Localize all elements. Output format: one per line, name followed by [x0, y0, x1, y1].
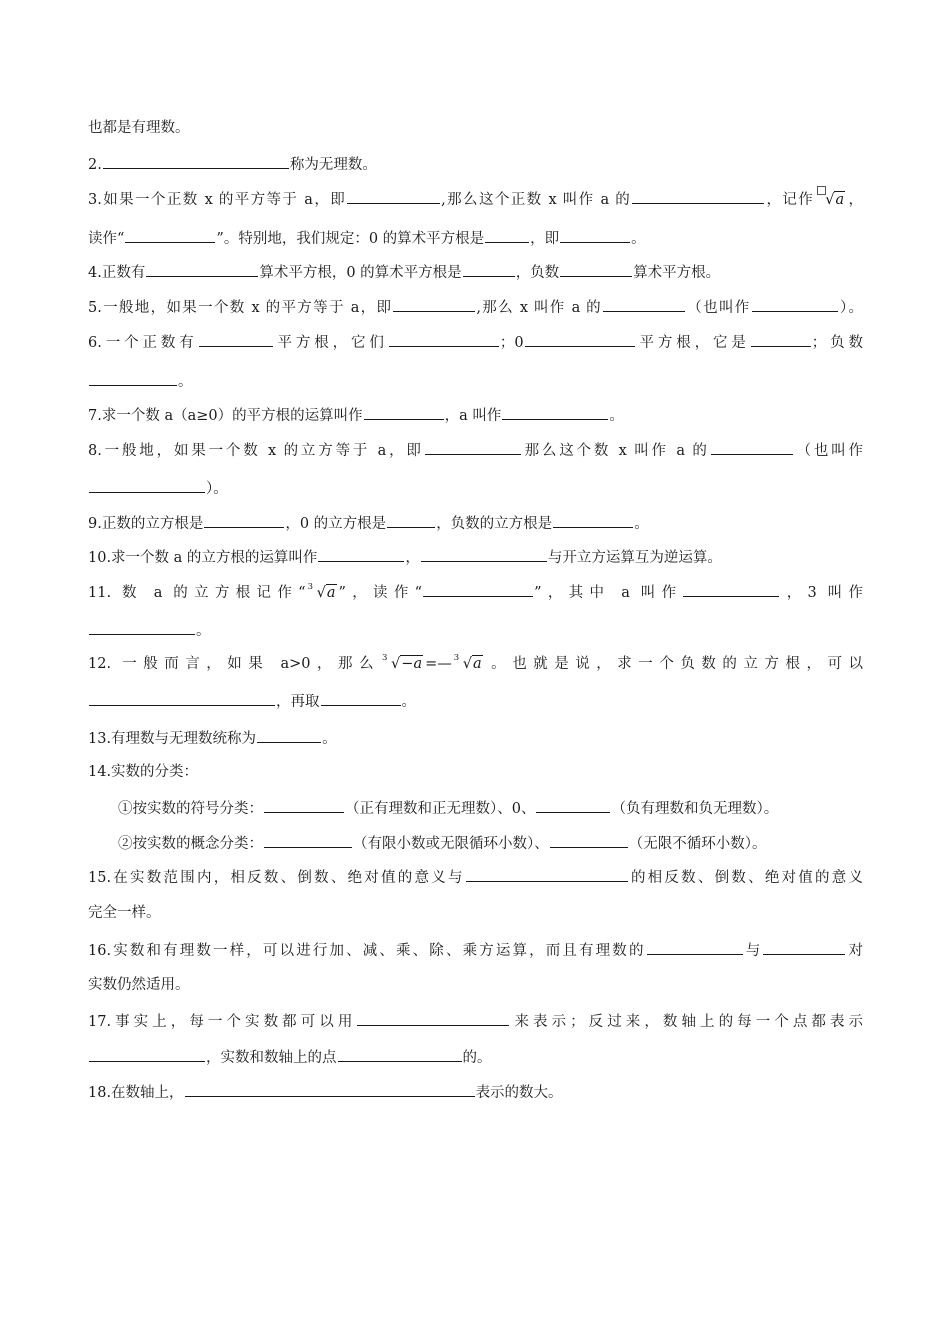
text: ②按实数的概念分类： — [118, 836, 263, 852]
question-16-cont — [88, 975, 863, 995]
text: ，a 叫作 — [444, 408, 502, 424]
text: ①按实数的符号分类： — [118, 801, 263, 817]
text: ，即 — [530, 231, 560, 247]
answer-blank[interactable] — [89, 619, 195, 635]
text: 读作“ — [88, 231, 125, 247]
question-14-concept-classification — [118, 832, 863, 854]
text: 11. 数 a 的立方根记作“ — [88, 585, 306, 601]
question-10 — [88, 546, 863, 568]
answer-blank[interactable] — [711, 439, 793, 455]
text: （无限不循环小数）。 — [628, 836, 767, 852]
question-15 — [88, 866, 863, 888]
text: ,那么这个正数 x 叫作 a 的 — [441, 192, 632, 208]
text: ， — [405, 550, 420, 566]
text: 13.有理数与无理数统称为 — [88, 731, 257, 747]
text: ,那么 x 叫作 a 的 — [476, 300, 602, 316]
answer-blank[interactable] — [89, 690, 275, 706]
line-1 — [88, 118, 863, 138]
answer-blank[interactable] — [393, 296, 475, 312]
radicand: a — [835, 192, 845, 208]
question-9 — [88, 512, 863, 534]
text: 平方根，它们 — [273, 335, 388, 351]
question-2 — [88, 153, 863, 175]
text: 平方根，它是 — [635, 335, 750, 351]
question-3-cont — [88, 227, 863, 249]
text: 也都是有理数。 — [88, 120, 190, 136]
text: ”，其中 a 叫作 — [534, 585, 683, 601]
text: 。 — [322, 731, 337, 747]
text: ， — [847, 192, 864, 208]
answer-blank[interactable] — [550, 832, 628, 848]
text: ”。特别地，我们规定：0 的算术平方根是 — [216, 231, 485, 247]
text: 。 — [196, 623, 211, 639]
radical-sign: √ — [316, 585, 326, 601]
question-11-cont — [88, 619, 863, 641]
answer-blank[interactable] — [347, 188, 440, 204]
text: 6.一个正数有 — [88, 335, 198, 351]
radical-index: 3 — [453, 653, 460, 663]
text: ，实数和数轴上的点 — [206, 1050, 337, 1066]
answer-blank[interactable] — [257, 727, 321, 743]
answer-blank[interactable] — [560, 261, 632, 277]
answer-blank[interactable] — [683, 581, 779, 597]
question-6 — [88, 331, 863, 353]
text: 来表示；反过来，数轴上的每一个点都表示 — [510, 1014, 864, 1030]
text: ；0 — [499, 335, 524, 351]
text: 10.求一个数 a 的立方根的运算叫作 — [88, 550, 318, 566]
question-6-cont — [88, 370, 863, 392]
question-13 — [88, 727, 863, 749]
answer-blank[interactable] — [463, 261, 515, 277]
text: ）。 — [838, 300, 864, 316]
square-root-of-a — [816, 190, 845, 210]
answer-blank[interactable] — [603, 296, 685, 312]
radical-sign: √ — [462, 656, 472, 672]
text: ，0 的立方根是 — [285, 516, 387, 532]
question-17 — [88, 1010, 863, 1032]
text: 14.实数的分类： — [88, 764, 199, 780]
answer-blank[interactable] — [751, 331, 811, 347]
text: ，负数的立方根是 — [436, 516, 553, 532]
radicand: a — [473, 656, 482, 672]
question-18 — [88, 1081, 863, 1103]
question-11 — [88, 581, 863, 603]
radical-sign: √ — [825, 192, 835, 208]
question-5 — [88, 296, 863, 318]
answer-blank[interactable] — [338, 1046, 462, 1062]
answer-blank[interactable] — [89, 370, 177, 386]
question-8 — [88, 439, 863, 461]
text: 。 — [631, 231, 646, 247]
question-3 — [88, 188, 863, 210]
text: 那么这个数 x 叫作 a 的 — [521, 443, 710, 459]
answer-blank[interactable] — [321, 690, 401, 706]
text: 表示的数大。 — [475, 1085, 563, 1101]
question-8-cont — [88, 477, 863, 499]
answer-blank[interactable] — [199, 331, 273, 347]
text: 完全一样。 — [88, 905, 161, 921]
text: 。 — [609, 408, 624, 424]
text: 8.一般地，如果一个数 x 的立方等于 a，即 — [88, 443, 424, 459]
text: 的相反数、倒数、绝对值的意义 — [628, 870, 863, 886]
answer-blank[interactable] — [389, 331, 499, 347]
answer-blank[interactable] — [466, 866, 628, 882]
question-14-sign-classification — [118, 797, 863, 819]
answer-blank[interactable] — [185, 1081, 475, 1097]
text: （也叫作 — [793, 443, 864, 459]
text: （有限小数或无限循环小数）、 — [353, 836, 549, 852]
answer-blank[interactable] — [632, 188, 764, 204]
question-4 — [88, 261, 863, 283]
radical-index-box — [817, 186, 826, 195]
text: 称为无理数。 — [289, 157, 377, 173]
text: ；负数 — [811, 335, 864, 351]
answer-blank[interactable] — [485, 227, 529, 243]
answer-blank[interactable] — [425, 439, 521, 455]
text: 与开立方运算互为逆运算。 — [547, 550, 722, 566]
text: 2. — [88, 157, 102, 173]
answer-blank[interactable] — [264, 797, 344, 813]
text: 15.在实数范围内，相反数、倒数、绝对值的意义与 — [88, 870, 465, 886]
text: 。也就是说，求一个负数的立方根，可以 — [484, 656, 863, 672]
text: 3.如果一个正数 x 的平方等于 a，即 — [88, 192, 347, 208]
answer-blank[interactable] — [357, 1010, 509, 1026]
answer-blank[interactable] — [525, 331, 635, 347]
cube-root-of-a — [308, 583, 337, 603]
text: 。 — [401, 694, 416, 710]
text: =— — [425, 656, 452, 672]
question-12 — [88, 654, 863, 674]
text: （正有理数和正无理数）、0、 — [345, 801, 536, 817]
text: 9.正数的立方根是 — [88, 516, 204, 532]
answer-blank[interactable] — [752, 296, 838, 312]
text: 对 — [846, 943, 864, 959]
text: ，再取 — [276, 694, 320, 710]
text: 实数仍然适用。 — [88, 977, 190, 993]
answer-blank[interactable] — [387, 512, 435, 528]
cube-root-of-a — [454, 654, 483, 674]
answer-blank[interactable] — [89, 477, 205, 493]
answer-blank[interactable] — [536, 797, 610, 813]
text: 算术平方根，0 的算术平方根是 — [259, 265, 462, 281]
answer-blank[interactable] — [421, 546, 547, 562]
answer-blank[interactable] — [560, 227, 630, 243]
answer-blank[interactable] — [647, 939, 743, 955]
text: ”，读作“ — [338, 585, 423, 601]
answer-blank[interactable] — [146, 261, 258, 277]
text: 与 — [743, 943, 763, 959]
question-17-cont — [88, 1046, 863, 1068]
question-14 — [88, 762, 863, 782]
text: ，3 叫作 — [780, 585, 863, 601]
text: 7.求一个数 a（a≥0）的平方根的运算叫作 — [88, 408, 363, 424]
radical-index: 3 — [382, 653, 388, 663]
text: 17.事实上，每一个实数都可以用 — [88, 1014, 357, 1030]
radical-index: 3 — [307, 582, 314, 592]
text: 16.实数和有理数一样，可以进行加、减、乘、除、乘方运算，而且有理数的 — [88, 943, 646, 959]
question-7 — [88, 404, 863, 426]
answer-blank[interactable] — [103, 153, 289, 169]
text: （负有理数和负无理数）。 — [611, 801, 779, 817]
radicand: −a — [401, 656, 423, 672]
text: 5.一般地，如果一个数 x 的平方等于 a，即 — [88, 300, 393, 316]
answer-blank[interactable] — [125, 227, 215, 243]
answer-blank[interactable] — [318, 546, 404, 562]
text: （也叫作 — [685, 300, 751, 316]
answer-blank[interactable] — [763, 939, 845, 955]
answer-blank[interactable] — [423, 581, 533, 597]
answer-blank[interactable] — [264, 832, 352, 848]
text: 。 — [634, 516, 649, 532]
text: 4.正数有 — [88, 265, 146, 281]
answer-blank[interactable] — [364, 404, 444, 420]
text: ，记作 — [765, 192, 815, 208]
text: 。 — [178, 374, 193, 390]
text: 12. 一般而言，如果 a>0，那么 — [88, 656, 381, 672]
answer-blank[interactable] — [204, 512, 284, 528]
question-16 — [88, 939, 863, 961]
text: 算术平方根。 — [633, 265, 721, 281]
radicand: a — [326, 585, 336, 601]
answer-blank[interactable] — [553, 512, 633, 528]
text: 18.在数轴上， — [88, 1085, 184, 1101]
question-15-cont — [88, 903, 863, 923]
question-12-cont — [88, 690, 863, 712]
cube-root-of-negative-a — [382, 654, 423, 674]
text: 的。 — [462, 1050, 492, 1066]
text: ）。 — [206, 481, 228, 497]
answer-blank[interactable] — [89, 1046, 205, 1062]
answer-blank[interactable] — [502, 404, 608, 420]
text: ，负数 — [515, 265, 560, 281]
radical-sign: √ — [391, 656, 401, 672]
